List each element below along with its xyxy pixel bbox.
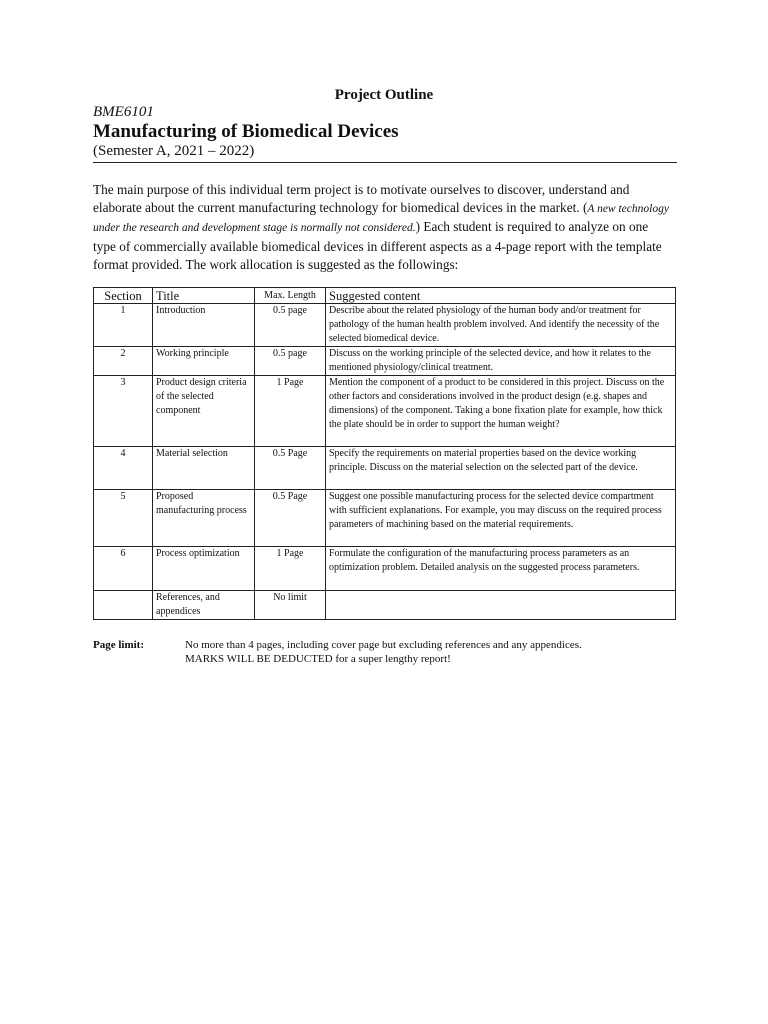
cell-content: Formulate the configuration of the manufacturing process parameters as an optimization problem. Detailed analysis on the suggested process parameters. <box>326 547 676 591</box>
cell-title: Introduction <box>153 304 255 347</box>
cell-length: 1 Page <box>255 376 326 447</box>
table-header-row <box>94 288 676 304</box>
table-row <box>94 547 676 591</box>
cell-section <box>94 591 153 620</box>
cell-length: 0.5 page <box>255 304 326 347</box>
cell-section: 5 <box>94 490 153 547</box>
cell-section: 2 <box>94 347 153 376</box>
page-limit-line-2: MARKS WILL BE DEDUCTED for a super lengthy report! <box>185 653 451 665</box>
intro-paragraph <box>93 181 673 274</box>
cell-section: 3 <box>94 376 153 447</box>
cell-content <box>326 591 676 620</box>
cell-length: No limit <box>255 591 326 620</box>
cell-content: Suggest one possible manufacturing process for the selected device compartment with sufficient explanations. For example, you may discuss on the required process parameters of machining based on the material requirements. <box>326 490 676 547</box>
intro-text-start: The main purpose of this individual term project is to motivate ourselves to discover, understand and elaborate about the current manufacturing technology for biomedical devices in the market. ( <box>93 182 630 216</box>
cell-title: Process optimization <box>153 547 255 591</box>
cell-length: 1 Page <box>255 547 326 591</box>
cell-content: Mention the component of a product to be considered in this project. Discuss on the other factors and considerations involved in the product design (e.g. shapes and dimensions) of the component. Taking a bone fixation plate for example, how thick the plate should be in order to support the human weight? <box>326 376 676 447</box>
header-title: Title <box>153 288 255 304</box>
table-row <box>94 376 676 447</box>
cell-title: Working principle <box>153 347 255 376</box>
cell-length: 0.5 Page <box>255 490 326 547</box>
header-max-length: Max. Length <box>255 288 326 304</box>
cell-length: 0.5 page <box>255 347 326 376</box>
cell-section: 1 <box>94 304 153 347</box>
course-code: BME6101 <box>93 104 154 120</box>
cell-title: Material selection <box>153 447 255 490</box>
table-row <box>94 304 676 347</box>
cell-length: 0.5 Page <box>255 447 326 490</box>
cell-content: Describe about the related physiology of the human body and/or treatment for pathology of the human health problem involved. And identify the necessity of the selected biomedical device. <box>326 304 676 347</box>
intro-italic-note: A new technology under the research and development stage is normally not considered. <box>93 203 669 235</box>
header-suggested-content: Suggested content <box>326 288 676 304</box>
cell-title: Proposed manufacturing process <box>153 490 255 547</box>
table-row <box>94 490 676 547</box>
cell-title: Product design criteria of the selected component <box>153 376 255 447</box>
work-allocation-table <box>93 287 676 620</box>
header-divider <box>93 162 677 163</box>
header-section: Section <box>94 288 153 304</box>
table-row <box>94 591 676 620</box>
intro-text-end: ) Each student is required to analyze on one type of commercially available biomedical devices in different aspects as a 4-page report with the template format provided. The work allocation is suggested as the followings: <box>93 219 662 272</box>
page-limit-label: Page limit: <box>93 639 145 651</box>
cell-content: Discuss on the working principle of the selected device, and how it relates to the mentioned physiology/clinical treatment. <box>326 347 676 376</box>
page-limit-line-1: No more than 4 pages, including cover page but excluding references and any appendices. <box>185 639 582 651</box>
document-title: Project Outline <box>334 87 434 103</box>
table-row <box>94 447 676 490</box>
cell-section: 6 <box>94 547 153 591</box>
cell-title: References, and appendices <box>153 591 255 620</box>
course-name: Manufacturing of Biomedical Devices <box>93 121 399 142</box>
cell-section: 4 <box>94 447 153 490</box>
table-row <box>94 347 676 376</box>
cell-content: Specify the requirements on material properties based on the device working principle. Discuss on the material selection on the selected part of the device. <box>326 447 676 490</box>
semester-label: (Semester A, 2021 – 2022) <box>93 143 255 159</box>
page-limit-text <box>185 638 665 666</box>
